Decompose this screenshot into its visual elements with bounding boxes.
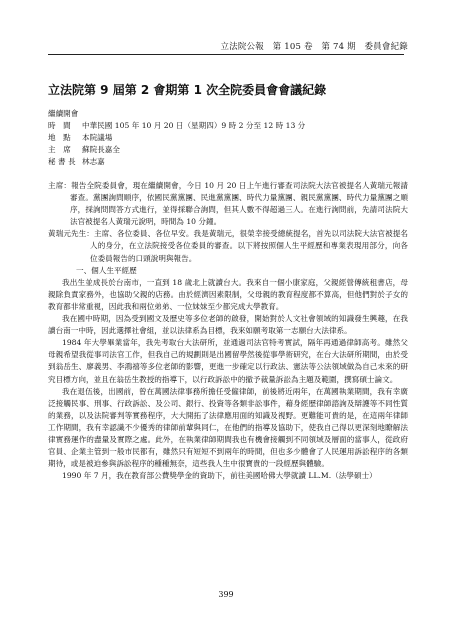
secretary-label: 秘 書 長 xyxy=(48,157,76,166)
page-number: 399 xyxy=(218,590,234,599)
paragraph: 1984 年大學畢業當年，我先考取台大法研所，並通過司法官特考實試，隔年再通過律師高考。雖然父母親希望我從事司法官工作，但我自己的規劃則是出國留學然後從事學術研究，在台大法研所期間，由於受到翁岳生、廖義男、李鴻禧等多位老師的影響，更進一步確定以行政法、憲法等公法領域做為自己未來的研究目標方向，並且在翁岳生教授的指導下，以行政訴訟中的撤予裁量訴訟為主題及範圍，撰寫碩士論文。 xyxy=(48,338,408,384)
meeting-meta xyxy=(48,108,408,168)
paragraph: 我在國中時期，因為受到國文及歷史等多位老師的啟發，開始對於人文社會領域的知識發生興趣，在我讀台南一中時，因此選擇社會組，並以法律系為目標，我來如願考取第一志願台大法律系。 xyxy=(48,314,408,336)
chair-row xyxy=(48,144,408,156)
time-label: 時 間 xyxy=(48,121,71,130)
secretary-value: 林志嘉 xyxy=(82,157,105,166)
place-value: 本院議場 xyxy=(82,133,113,142)
document-title: 立法院第 9 屆第 2 會期第 1 次全院委員會會議紀錄 xyxy=(48,83,327,97)
secretary-row xyxy=(48,156,408,168)
running-head: 立法院公報 第 105 卷 第 74 期 委員會紀錄 xyxy=(220,42,408,52)
chair-value: 蘇院長嘉全 xyxy=(82,145,120,154)
body-text xyxy=(48,180,408,482)
paragraph: 黃瑞元先生：主席、各位委員、各位早安。我是黃瑞元，很榮幸接受總統提名，首先以司法院大法官被提名人的身分，在立法院接受各位委員的審查。以下將按照個人生平經歷和專業表現用部分，向各位委員報告的口頭說明與報告。 xyxy=(48,229,408,263)
paragraph: 我出生並成長於台南市，一直到 18 歲北上就讀台大。我來自一個小康家庭，父親經營傳統租書店，母親除負責家務外，也協助父親的店務。由於經濟因素限制，父母親的教育程度都不算高，但他們對於子女的教育都非常重視，因此我和兩位弟弟、一位妹妹至少都完成大學教育。 xyxy=(48,277,408,311)
header-rule xyxy=(48,54,404,55)
time-row xyxy=(48,120,408,132)
section-heading: 一、個人生平經歷 xyxy=(76,265,137,275)
place-label: 地 點 xyxy=(48,133,71,142)
paragraph: 1990 年 7 月，我在教育部公費獎學金的資助下，前往美國哈佛大學就讀 LL.M.（法學碩士） xyxy=(62,471,377,481)
paragraph: 主席：報告全院委員會，現在繼續開會，今日 10 月 20 日上午進行審查司法院大法官被提名人黃瑞元報請審查。黨團詢問順序，依國民黨黨團、民進黨黨團、時代力量黨團、親民黨黨團、時代力量黨團之順序，採詢問問答方式進行，並得採聯合詢問，但其人數不得超過三人。在進行詢問前，先請司法院大法官被提名人黃瑞元說明，時間為 10 分鐘。 xyxy=(48,181,408,227)
continued-line: 繼續開會 xyxy=(48,109,79,118)
chair-label: 主 席 xyxy=(48,145,71,154)
paragraph: 我在退伍後，出國前，曾在萬國法律事務所擔任受僱律師，前後將近兩年，在萬國執業期間，我有幸廣泛接觸民事、刑事、行政訴訟、及公司、銀行、投資等各類非訟事件，藉身經歷律師諮詢及辯護等不同性質的業務，以及法院審判等實務程序，大大開拓了法律應用面的知識及視野。更難能可貴的是，在這兩年律師工作期間，我有幸認識不少優秀的律師前輩與同仁，在他們的指導及協助下，使我自己得以更深刻地瞭解法律實務運作的盡量及實際之處。此外，在執業律師期間我也有機會接觸到不同領域及層面的當事人，從政府官員、企業主管到一般市民都有，雖然只有短短不到兩年的時間，但也多少體會了人民運用訴訟程序的各類期待，或是被迫參與訴訟程序的種種無奈，這些我人生中很寶貴的一段經歷與體驗。 xyxy=(48,386,408,469)
time-value: 中華民國 105 年 10 月 20 日（星期四）9 時 2 分至 12 時 13 分 xyxy=(82,121,306,130)
place-row xyxy=(48,132,408,144)
